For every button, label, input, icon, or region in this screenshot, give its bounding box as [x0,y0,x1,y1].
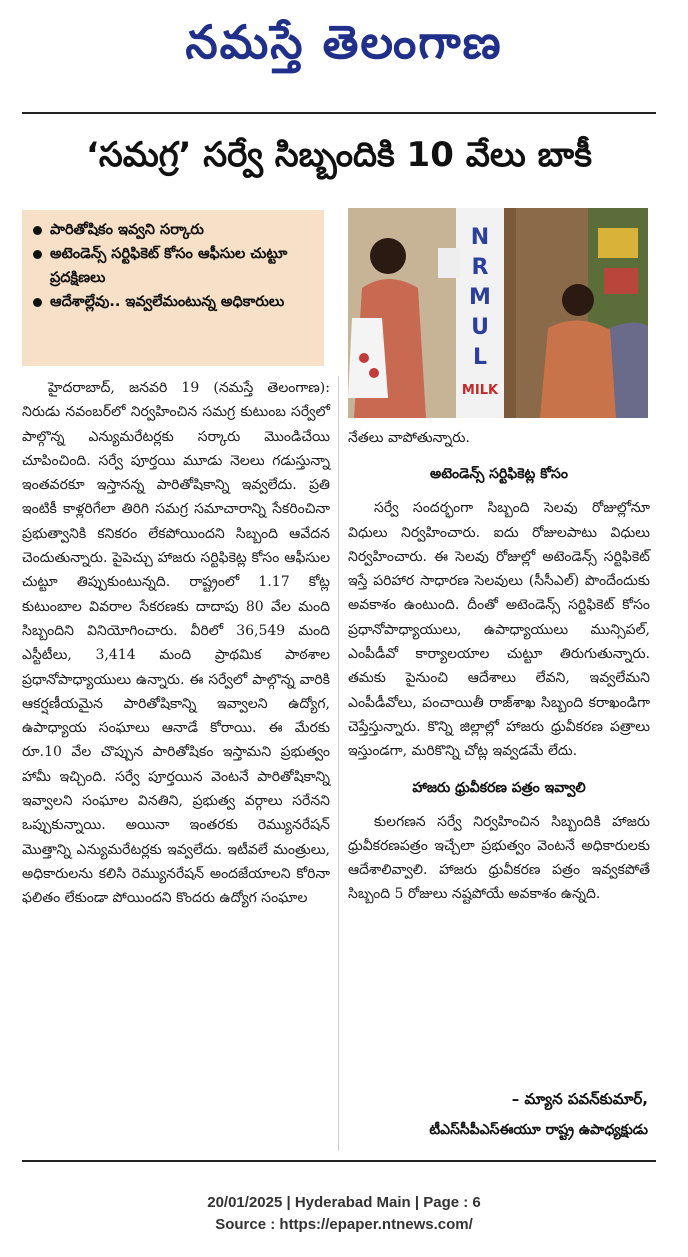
sign-letter: R [471,255,489,280]
footer-date-line: 20/01/2025 | Hyderabad Main | Page : 6 [207,1194,481,1211]
sign-letter: M [469,285,491,310]
sign-letter: N [470,225,490,250]
top-rule [22,112,656,114]
article-paragraph: కులగణన సర్వే నిర్వహించిన సిబ్బందికి హాజరు ధ్రువీకరణపత్రం ఇచ్చేలా ప్రభుత్వం వెంటనే అధికారులకు ఆదేశాలివ్వాలి. హాజరు ధ్రువీకరణ పత్రం ఇవ్వకపోతే సిబ్బంది 5 రోజులు నష్టపోయే అవకాశం ఉన్నది. [348,813,650,903]
right-column [348,426,650,907]
subheading-certificate: హాజరు ధ్రువీకరణ పత్రం ఇవ్వాలి [412,779,586,796]
highlights-box [22,210,324,366]
headline: ‘సమగ్ర’ సర్వే సిబ్బందికి 10 వేలు బాకీ [85,135,593,175]
news-photo [348,208,648,418]
subheading-attendance: అటెండెన్స్ సర్టిఫికెట్ల కోసం [430,466,568,483]
article-paragraph: సర్వే సందర్భంగా సిబ్బంది సెలవు రోజుల్లోనూ విధులు నిర్వహించారు. ఐదు రోజులపాటు విధులు నిర్వహించారు. ఈ సెలవు రోజుల్లో అటెండెన్స్ సర్టిఫికెట్ ఇస్తే పరిహార సాధారణ సెలవులు (సీసీఎల్) పొందేందుకు అవకాశం ఉంటుంది. దీంతో అటెండెన్స్ సర్టిఫికెట్ కోసం ప్రధానోపాధ్యాయులు, ఉపాధ్యాయులు మున్సిపల్, ఎంపీడీవో కార్యాలయాల చుట్టూ తిరుగుతున్నారు. తమకు పైనుంచి ఆదేశాలు లేవని, ఇవ్వలేమని ఎంపీడీవోలు, పంచాయితీ రాజ్‌శాఖ సిబ్బంది కరాఖండిగా చెప్తేస్తున్నారు. కొన్ని జిల్లాల్లో హాజరు ధ్రువీకరణ పత్రాలు ఇస్తుండగా, మరికొన్ని చోట్ల ఇవ్వడమే లేదు. [348,500,650,760]
sign-letter: L [472,345,488,370]
sign-milk: MILK [461,383,499,398]
bullet-icon [33,226,42,235]
highlight-item: ఆదేశాల్లేవు.. ఇవ్వలేమంటున్న అధికారులు [30,290,314,314]
article-continuation: నేతలు వాపోతున్నారు. [348,430,470,446]
article-paragraph: హైదరాబాద్, జనవరి 19 (నమస్తే తెలంగాణ): నిరుడు నవంబర్‌లో నిర్వహించిన సమగ్ర కుటుంబ సర్వేలో పాల్గొన్న ఎన్యుమరేటర్లకు సర్కారు మొండిచేయి చూపించింది. సర్వే పూర్తయి మూడు నెలలు గడుస్తున్నా ఇంతవరకూ ఇస్తానన్న పారితోషికాన్ని ఇవ్వలేదు. ప్రతి ఇంటికీ కాళ్లరిగేలా తిరిగి సమగ్ర సమాచారాన్ని సేకరించినా ప్రభుత్వానికి కనికరం లేకపోయిందని సిబ్బంది ఆవేదన చెందుతున్నారు. పైపెచ్చు హాజరు సర్టిఫికెట్ల కోసం ఆఫీసుల చుట్టూ తిప్పుకుంటున్నది. రాష్ట్రంలో 1.17 కోట్ల కుటుంబాల వివరాల సేకరణకు దాదాపు 80 వేల మంది సిబ్బందిని వినియోగించారు. వీరిలో 36,549 మంది ఎస్టీటీలు, 3,414 మంది ప్రాథమిక పాఠశాల ప్రధానోపాధ్యాయులు ఉన్నారు. ఈ సర్వేలో పాల్గొన్న వారికి ఆకర్షణీయమైన పారితోషికాన్ని ఇవ్వాలని ఉద్యోగ, ఉపాధ్యాయ సంఘాలు ఆనాడే కోరాయి. ఈ మేరకు రూ.10 వేల చొప్పున పారితోషికం ఇస్తామని ప్రభుత్వం హామీ ఇచ్చింది. సర్వే పూర్తయిన వెంటనే పారితోషికాన్ని ఇవ్వాలని సంఘాల వినతిని, ప్రభుత్వ వర్గాలు సరేనని ఒప్పుకున్నాయి. అయినా ఇంతరకు రెమ్యునరేషన్ మొత్తాన్ని ఎన్యుమరేటర్లకు ఇవ్వలేదు. ఇటీవలే మంత్రులు, అధికారులను కలిసి రెమ్యునరేషన్ అందజేయాలని కోరినా ఫలితం లేకుండా పోయిందని కొందరు ఉద్యోగ సంఘాల [22,380,330,907]
bottom-rule [22,1160,656,1162]
bullet-icon [33,298,42,307]
column-divider [338,376,339,1151]
bullet-icon [33,250,42,259]
quote-attribution-title: టీఎస్‌సీపీఎస్ఈయూ రాష్ట్ర ఉపాధ్యక్షుడు [429,1122,648,1138]
quote-attribution-name: – మ్యాన పవన్‌కుమార్, [511,1090,648,1108]
highlight-item: పారితోషికం ఇవ్వని సర్కారు [30,218,314,242]
sign-letter: U [471,315,489,340]
footer-source-line: Source : https://epaper.ntnews.com/ [215,1216,473,1233]
highlight-item: అటెండెన్స్ సర్టిఫికెట్ కోసం ఆఫీసుల చుట్టూ ప్రదక్షిణలు [30,242,314,290]
left-column [22,376,330,911]
masthead-logo: నమస్తే తెలంగాణ [185,15,503,69]
